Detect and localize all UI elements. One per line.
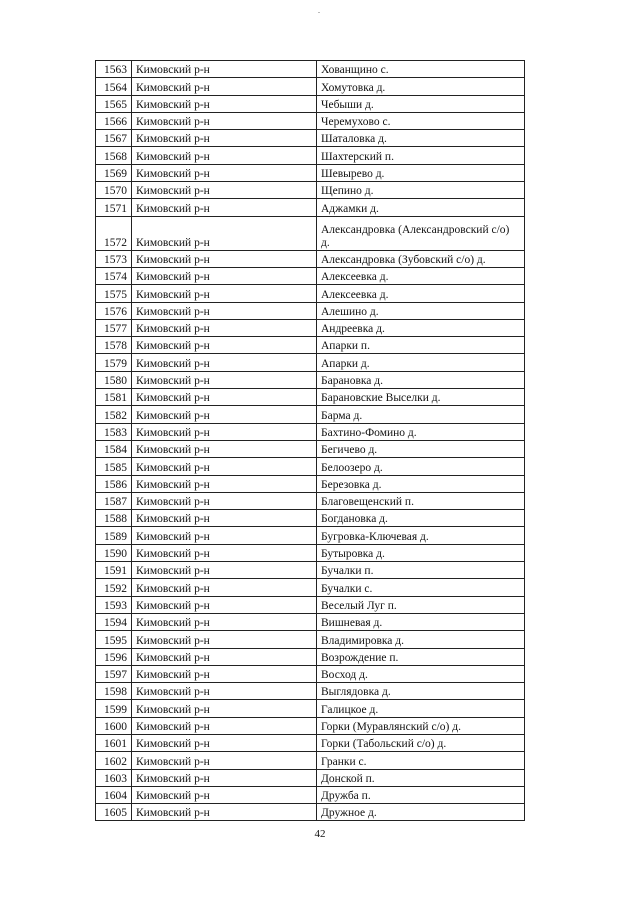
district-cell: Кимовский р-н [132, 510, 317, 527]
settlement-cell: Вишневая д. [317, 613, 525, 630]
row-number: 1578 [96, 337, 132, 354]
district-cell: Кимовский р-н [132, 804, 317, 821]
row-number: 1592 [96, 579, 132, 596]
district-cell: Кимовский р-н [132, 302, 317, 319]
row-number: 1589 [96, 527, 132, 544]
table-row [96, 458, 525, 475]
settlements-table-body [96, 61, 525, 821]
district-cell: Кимовский р-н [132, 267, 317, 284]
row-number: 1586 [96, 475, 132, 492]
row-number: 1568 [96, 147, 132, 164]
district-cell: Кимовский р-н [132, 527, 317, 544]
district-cell: Кимовский р-н [132, 544, 317, 561]
row-number: 1567 [96, 130, 132, 147]
district-cell: Кимовский р-н [132, 78, 317, 95]
settlement-cell: Восход д. [317, 665, 525, 682]
settlements-table [95, 60, 525, 821]
settlement-cell: Алешино д. [317, 302, 525, 319]
settlement-cell: Возрождение п. [317, 648, 525, 665]
table-row [96, 319, 525, 336]
row-number: 1585 [96, 458, 132, 475]
table-row [96, 579, 525, 596]
table-row [96, 440, 525, 457]
district-cell: Кимовский р-н [132, 786, 317, 803]
district-cell: Кимовский р-н [132, 631, 317, 648]
settlement-cell: Бутыровка д. [317, 544, 525, 561]
district-cell: Кимовский р-н [132, 319, 317, 336]
row-number: 1582 [96, 406, 132, 423]
table-row [96, 683, 525, 700]
settlement-cell: Березовка д. [317, 475, 525, 492]
settlement-cell: Андреевка д. [317, 319, 525, 336]
settlement-cell: Щепино д. [317, 182, 525, 199]
district-cell: Кимовский р-н [132, 216, 317, 250]
row-number: 1602 [96, 752, 132, 769]
row-number: 1596 [96, 648, 132, 665]
row-number: 1583 [96, 423, 132, 440]
row-number: 1566 [96, 112, 132, 129]
district-cell: Кимовский р-н [132, 147, 317, 164]
row-number: 1590 [96, 544, 132, 561]
settlement-cell: Александровка (Александровский с/о) д. [317, 216, 525, 250]
settlement-cell: Донской п. [317, 769, 525, 786]
row-number: 1605 [96, 804, 132, 821]
row-number: 1565 [96, 95, 132, 112]
settlement-cell: Алексеевка д. [317, 267, 525, 284]
row-number: 1570 [96, 182, 132, 199]
row-number: 1571 [96, 199, 132, 216]
settlement-cell: Богдановка д. [317, 510, 525, 527]
district-cell: Кимовский р-н [132, 406, 317, 423]
table-row [96, 700, 525, 717]
row-number: 1584 [96, 440, 132, 457]
row-number: 1601 [96, 734, 132, 751]
settlement-cell: Горки (Муравлянский с/о) д. [317, 717, 525, 734]
row-number: 1600 [96, 717, 132, 734]
table-row [96, 112, 525, 129]
district-cell: Кимовский р-н [132, 95, 317, 112]
table-row [96, 648, 525, 665]
row-number: 1580 [96, 371, 132, 388]
district-cell: Кимовский р-н [132, 475, 317, 492]
settlement-cell: Веселый Луг п. [317, 596, 525, 613]
district-cell: Кимовский р-н [132, 61, 317, 78]
row-number: 1573 [96, 250, 132, 267]
table-row [96, 78, 525, 95]
settlement-cell: Аджамки д. [317, 199, 525, 216]
table-row [96, 130, 525, 147]
table-row [96, 285, 525, 302]
district-cell: Кимовский р-н [132, 752, 317, 769]
district-cell: Кимовский р-н [132, 164, 317, 181]
table-row [96, 665, 525, 682]
row-number: 1576 [96, 302, 132, 319]
settlement-cell: Шаталовка д. [317, 130, 525, 147]
district-cell: Кимовский р-н [132, 458, 317, 475]
table-row [96, 510, 525, 527]
row-number: 1591 [96, 562, 132, 579]
row-number: 1604 [96, 786, 132, 803]
row-number: 1564 [96, 78, 132, 95]
page-number: 42 [314, 828, 326, 840]
table-row [96, 147, 525, 164]
table-row [96, 61, 525, 78]
settlement-cell: Алексеевка д. [317, 285, 525, 302]
row-number: 1574 [96, 267, 132, 284]
table-row [96, 95, 525, 112]
row-number: 1594 [96, 613, 132, 630]
district-cell: Кимовский р-н [132, 579, 317, 596]
district-cell: Кимовский р-н [132, 492, 317, 509]
district-cell: Кимовский р-н [132, 130, 317, 147]
table-row [96, 562, 525, 579]
table-row [96, 613, 525, 630]
table-row [96, 406, 525, 423]
district-cell: Кимовский р-н [132, 389, 317, 406]
table-row [96, 717, 525, 734]
district-cell: Кимовский р-н [132, 423, 317, 440]
row-number: 1603 [96, 769, 132, 786]
settlement-cell: Выглядовка д. [317, 683, 525, 700]
district-cell: Кимовский р-н [132, 683, 317, 700]
table-row [96, 752, 525, 769]
table-row [96, 804, 525, 821]
settlement-cell: Бугровка-Ключевая д. [317, 527, 525, 544]
district-cell: Кимовский р-н [132, 613, 317, 630]
district-cell: Кимовский р-н [132, 371, 317, 388]
settlement-cell: Барма д. [317, 406, 525, 423]
district-cell: Кимовский р-н [132, 717, 317, 734]
settlement-cell: Хомутовка д. [317, 78, 525, 95]
table-row [96, 164, 525, 181]
table-row [96, 267, 525, 284]
table-row [96, 216, 525, 250]
settlement-cell: Шахтерский п. [317, 147, 525, 164]
district-cell: Кимовский р-н [132, 562, 317, 579]
table-row [96, 631, 525, 648]
row-number: 1579 [96, 354, 132, 371]
table-row [96, 302, 525, 319]
district-cell: Кимовский р-н [132, 769, 317, 786]
table-row [96, 475, 525, 492]
district-cell: Кимовский р-н [132, 700, 317, 717]
row-number: 1587 [96, 492, 132, 509]
row-number: 1569 [96, 164, 132, 181]
row-number: 1598 [96, 683, 132, 700]
row-number: 1575 [96, 285, 132, 302]
settlement-cell: Апарки д. [317, 354, 525, 371]
row-number: 1572 [96, 216, 132, 250]
settlement-cell: Благовещенский п. [317, 492, 525, 509]
settlement-cell: Владимировка д. [317, 631, 525, 648]
settlement-cell: Бахтино-Фомино д. [317, 423, 525, 440]
table-row [96, 492, 525, 509]
settlement-cell: Гранки с. [317, 752, 525, 769]
table-row [96, 182, 525, 199]
table-row [96, 734, 525, 751]
district-cell: Кимовский р-н [132, 648, 317, 665]
table-row [96, 544, 525, 561]
settlement-cell: Черемухово с. [317, 112, 525, 129]
district-cell: Кимовский р-н [132, 112, 317, 129]
settlement-cell: Дружное д. [317, 804, 525, 821]
settlement-cell: Хованщино с. [317, 61, 525, 78]
table-row [96, 199, 525, 216]
row-number: 1593 [96, 596, 132, 613]
table-row [96, 769, 525, 786]
table-row [96, 371, 525, 388]
row-number: 1563 [96, 61, 132, 78]
row-number: 1588 [96, 510, 132, 527]
district-cell: Кимовский р-н [132, 665, 317, 682]
district-cell: Кимовский р-н [132, 199, 317, 216]
settlement-cell: Белоозеро д. [317, 458, 525, 475]
row-number: 1577 [96, 319, 132, 336]
district-cell: Кимовский р-н [132, 250, 317, 267]
settlement-cell: Апарки п. [317, 337, 525, 354]
settlement-cell: Чебыши д. [317, 95, 525, 112]
district-cell: Кимовский р-н [132, 734, 317, 751]
settlement-cell: Дружба п. [317, 786, 525, 803]
row-number: 1595 [96, 631, 132, 648]
district-cell: Кимовский р-н [132, 337, 317, 354]
table-row [96, 786, 525, 803]
settlement-cell: Бучалки п. [317, 562, 525, 579]
table-row [96, 596, 525, 613]
table-row [96, 389, 525, 406]
district-cell: Кимовский р-н [132, 354, 317, 371]
district-cell: Кимовский р-н [132, 182, 317, 199]
district-cell: Кимовский р-н [132, 285, 317, 302]
settlement-cell: Александровка (Зубовский с/о) д. [317, 250, 525, 267]
row-number: 1599 [96, 700, 132, 717]
table-row [96, 250, 525, 267]
settlement-cell: Барановские Выселки д. [317, 389, 525, 406]
settlement-cell: Бучалки с. [317, 579, 525, 596]
table-row [96, 527, 525, 544]
settlement-cell: Галицкое д. [317, 700, 525, 717]
row-number: 1581 [96, 389, 132, 406]
row-number: 1597 [96, 665, 132, 682]
scan-speck [318, 12, 320, 13]
table-row [96, 423, 525, 440]
settlement-cell: Горки (Табольский с/о) д. [317, 734, 525, 751]
settlement-cell: Шевырево д. [317, 164, 525, 181]
settlement-cell: Бегичево д. [317, 440, 525, 457]
district-cell: Кимовский р-н [132, 596, 317, 613]
settlement-cell: Барановка д. [317, 371, 525, 388]
table-row [96, 337, 525, 354]
district-cell: Кимовский р-н [132, 440, 317, 457]
table-row [96, 354, 525, 371]
